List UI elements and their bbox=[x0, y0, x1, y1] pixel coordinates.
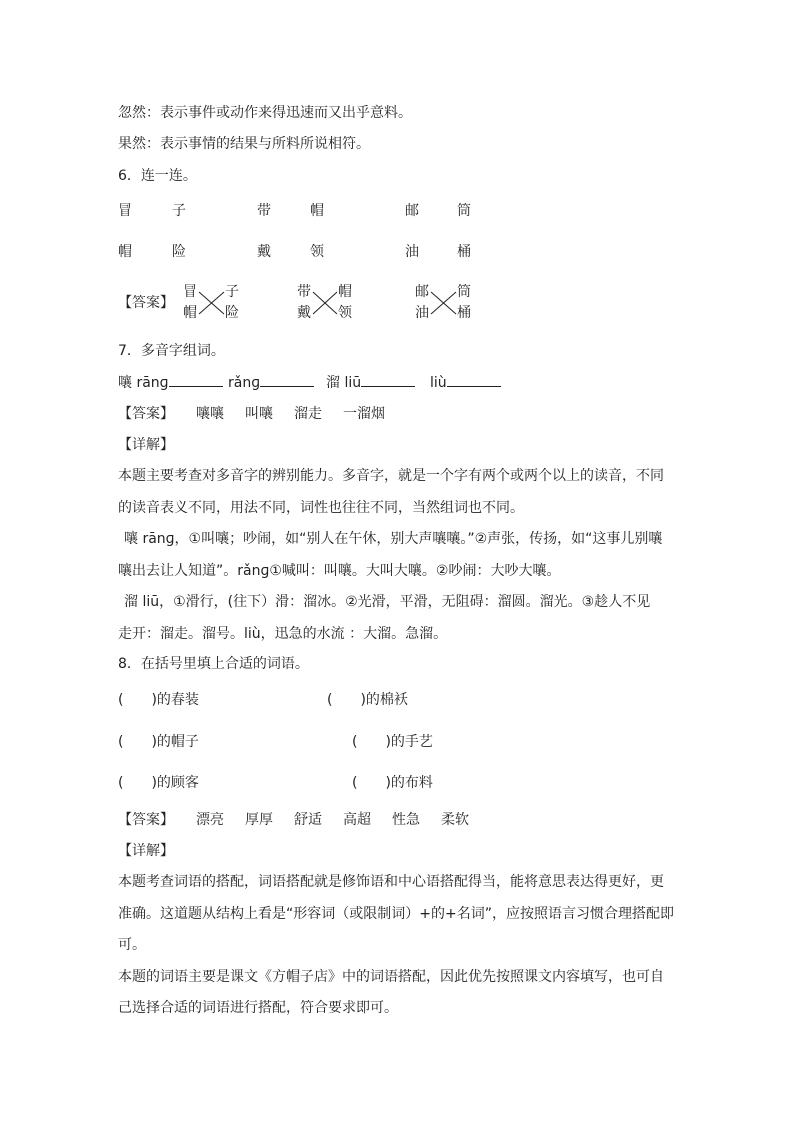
q8-detail-label: 【详解】 bbox=[118, 843, 174, 859]
q7-detail-line: 溜 liū，①滑行，(往下）滑：溜冰。②光滑，平滑，无阻碍：溜圆。溜光。③趁人不见 bbox=[124, 594, 651, 610]
q7-title: 7．多音字组词。 bbox=[118, 343, 225, 359]
q6-ans-g1-top-right: 子 bbox=[225, 284, 239, 300]
q6-ans-g3-bottom-right: 桶 bbox=[457, 305, 471, 321]
q6-ans-g3-bottom-left: 油 bbox=[415, 305, 429, 321]
q6-ans-g2-top-right: 帽 bbox=[338, 284, 352, 300]
q8-detail-line: 本题考查词语的搭配，词语搭配就是修饰语和中心语搭配得当，能将意思表达得更好，更 bbox=[118, 874, 664, 890]
q6-g3-top-left: 邮 bbox=[405, 203, 419, 219]
q6-g2-bottom-left: 戴 bbox=[257, 244, 271, 260]
q7-item-rang3: rǎnɡ bbox=[228, 372, 314, 393]
q6-g1-bottom-left: 帽 bbox=[118, 244, 132, 260]
q8-detail-line: 己选择合适的词语进行搭配，符合要求即可。 bbox=[118, 1000, 398, 1016]
q7-answer-4: 一溜烟 bbox=[343, 406, 385, 422]
q8-right-1: ( )的棉袄 bbox=[327, 692, 408, 708]
q8-right-3: ( )的布料 bbox=[352, 775, 433, 791]
q7-detail-line: 嚷出去让人知道”。rǎnɡ①喊叫：叫嚷。大叫大嚷。②吵闹：大吵大嚷。 bbox=[118, 562, 561, 579]
q6-ans-g1-top-left: 冒 bbox=[183, 284, 197, 300]
q7-detail-line: 的读音表义不同，用法不同，词性也往往不同，当然组词也不同。 bbox=[118, 499, 524, 516]
q6-g3-bottom-right: 桶 bbox=[457, 244, 471, 260]
q6-answer-label: 【答案】 bbox=[118, 295, 174, 311]
q6-ans-g3-top-right: 筒 bbox=[457, 284, 471, 300]
q8-answer-1: 漂亮 bbox=[196, 812, 224, 828]
q7-detail-text bbox=[118, 461, 678, 650]
q7-item-liu1: 溜 liū bbox=[326, 372, 415, 393]
q8-answer-6: 柔软 bbox=[441, 812, 469, 828]
definition-guoran: 果然：表示事情的结果与所料所说相符。 bbox=[118, 136, 370, 152]
q6-ans-g2-bottom-left: 戴 bbox=[297, 305, 311, 321]
q8-detail-line: 本题的词语主要是课文《方帽子店》中的词语搭配，因此优先按照课文内容填写，也可自 bbox=[118, 968, 664, 985]
q8-detail-line: 可。 bbox=[118, 937, 146, 953]
q6-g1-top-left: 冒 bbox=[118, 203, 132, 219]
q8-answer-label: 【答案】 bbox=[118, 812, 174, 828]
q8-detail-line: 准确。这道题从结构上看是“形容词（或限制词）+的+名词”，应按照语言习惯合理搭配即 bbox=[118, 905, 674, 922]
q8-answer-2: 厚厚 bbox=[245, 812, 273, 828]
q8-right-2: ( )的手艺 bbox=[352, 734, 433, 750]
definition-huran: 忽然：表示事件或动作来得迅速而又出乎意料。 bbox=[118, 105, 412, 121]
q7-item-liu4: liù bbox=[430, 372, 501, 393]
q7-detail-line: 嚷 rānɡ，①叫嚷；吵闹，如“别人在午休，别大声嚷嚷。”②声张，传扬，如“这事儿别嚷 bbox=[124, 531, 663, 547]
q6-ans-g2-top-left: 带 bbox=[297, 284, 311, 300]
q8-left-1: ( )的春装 bbox=[118, 692, 199, 708]
q6-g1-top-right: 子 bbox=[172, 203, 186, 219]
q8-left-2: ( )的帽子 bbox=[118, 734, 199, 750]
q6-g3-top-right: 筒 bbox=[457, 203, 471, 219]
q6-ans-g2-bottom-right: 领 bbox=[338, 305, 352, 321]
q6-g3-bottom-left: 油 bbox=[405, 244, 419, 260]
q6-g2-bottom-right: 领 bbox=[310, 244, 324, 260]
q6-g1-bottom-right: 险 bbox=[172, 244, 186, 260]
q8-answer-3: 舒适 bbox=[294, 812, 322, 828]
q6-ans-g1-bottom-left: 帽 bbox=[183, 305, 197, 321]
q6-ans-g3-top-left: 邮 bbox=[415, 284, 429, 300]
q7-answer-3: 溜走 bbox=[294, 406, 322, 422]
q6-g2-top-left: 带 bbox=[257, 203, 271, 219]
q6-g2-top-right: 帽 bbox=[310, 203, 324, 219]
q7-answer-2: 叫嚷 bbox=[245, 406, 273, 422]
q8-detail-text bbox=[118, 867, 678, 1025]
q7-detail-line: 本题主要考查对多音字的辨别能力。多音字，就是一个字有两个或两个以上的读音，不同 bbox=[118, 468, 664, 484]
q8-left-3: ( )的顾客 bbox=[118, 775, 199, 791]
q7-item-rang1: 嚷 rānɡ bbox=[118, 372, 223, 393]
q8-answer-4: 高超 bbox=[343, 812, 371, 828]
q6-ans-g1-bottom-right: 险 bbox=[225, 305, 239, 321]
q8-answer-5: 性急 bbox=[392, 812, 420, 828]
q7-detail-line: 走开：溜走。溜号。liù，迅急的水流 ：大溜。急溜。 bbox=[118, 625, 448, 642]
q7-answer-1: 嚷嚷 bbox=[196, 406, 224, 422]
q7-answer-label: 【答案】 bbox=[118, 406, 174, 422]
q8-title: 8．在括号里填上合适的词语。 bbox=[118, 656, 309, 672]
q6-title: 6．连一连。 bbox=[118, 168, 197, 184]
q7-detail-label: 【详解】 bbox=[118, 437, 174, 453]
